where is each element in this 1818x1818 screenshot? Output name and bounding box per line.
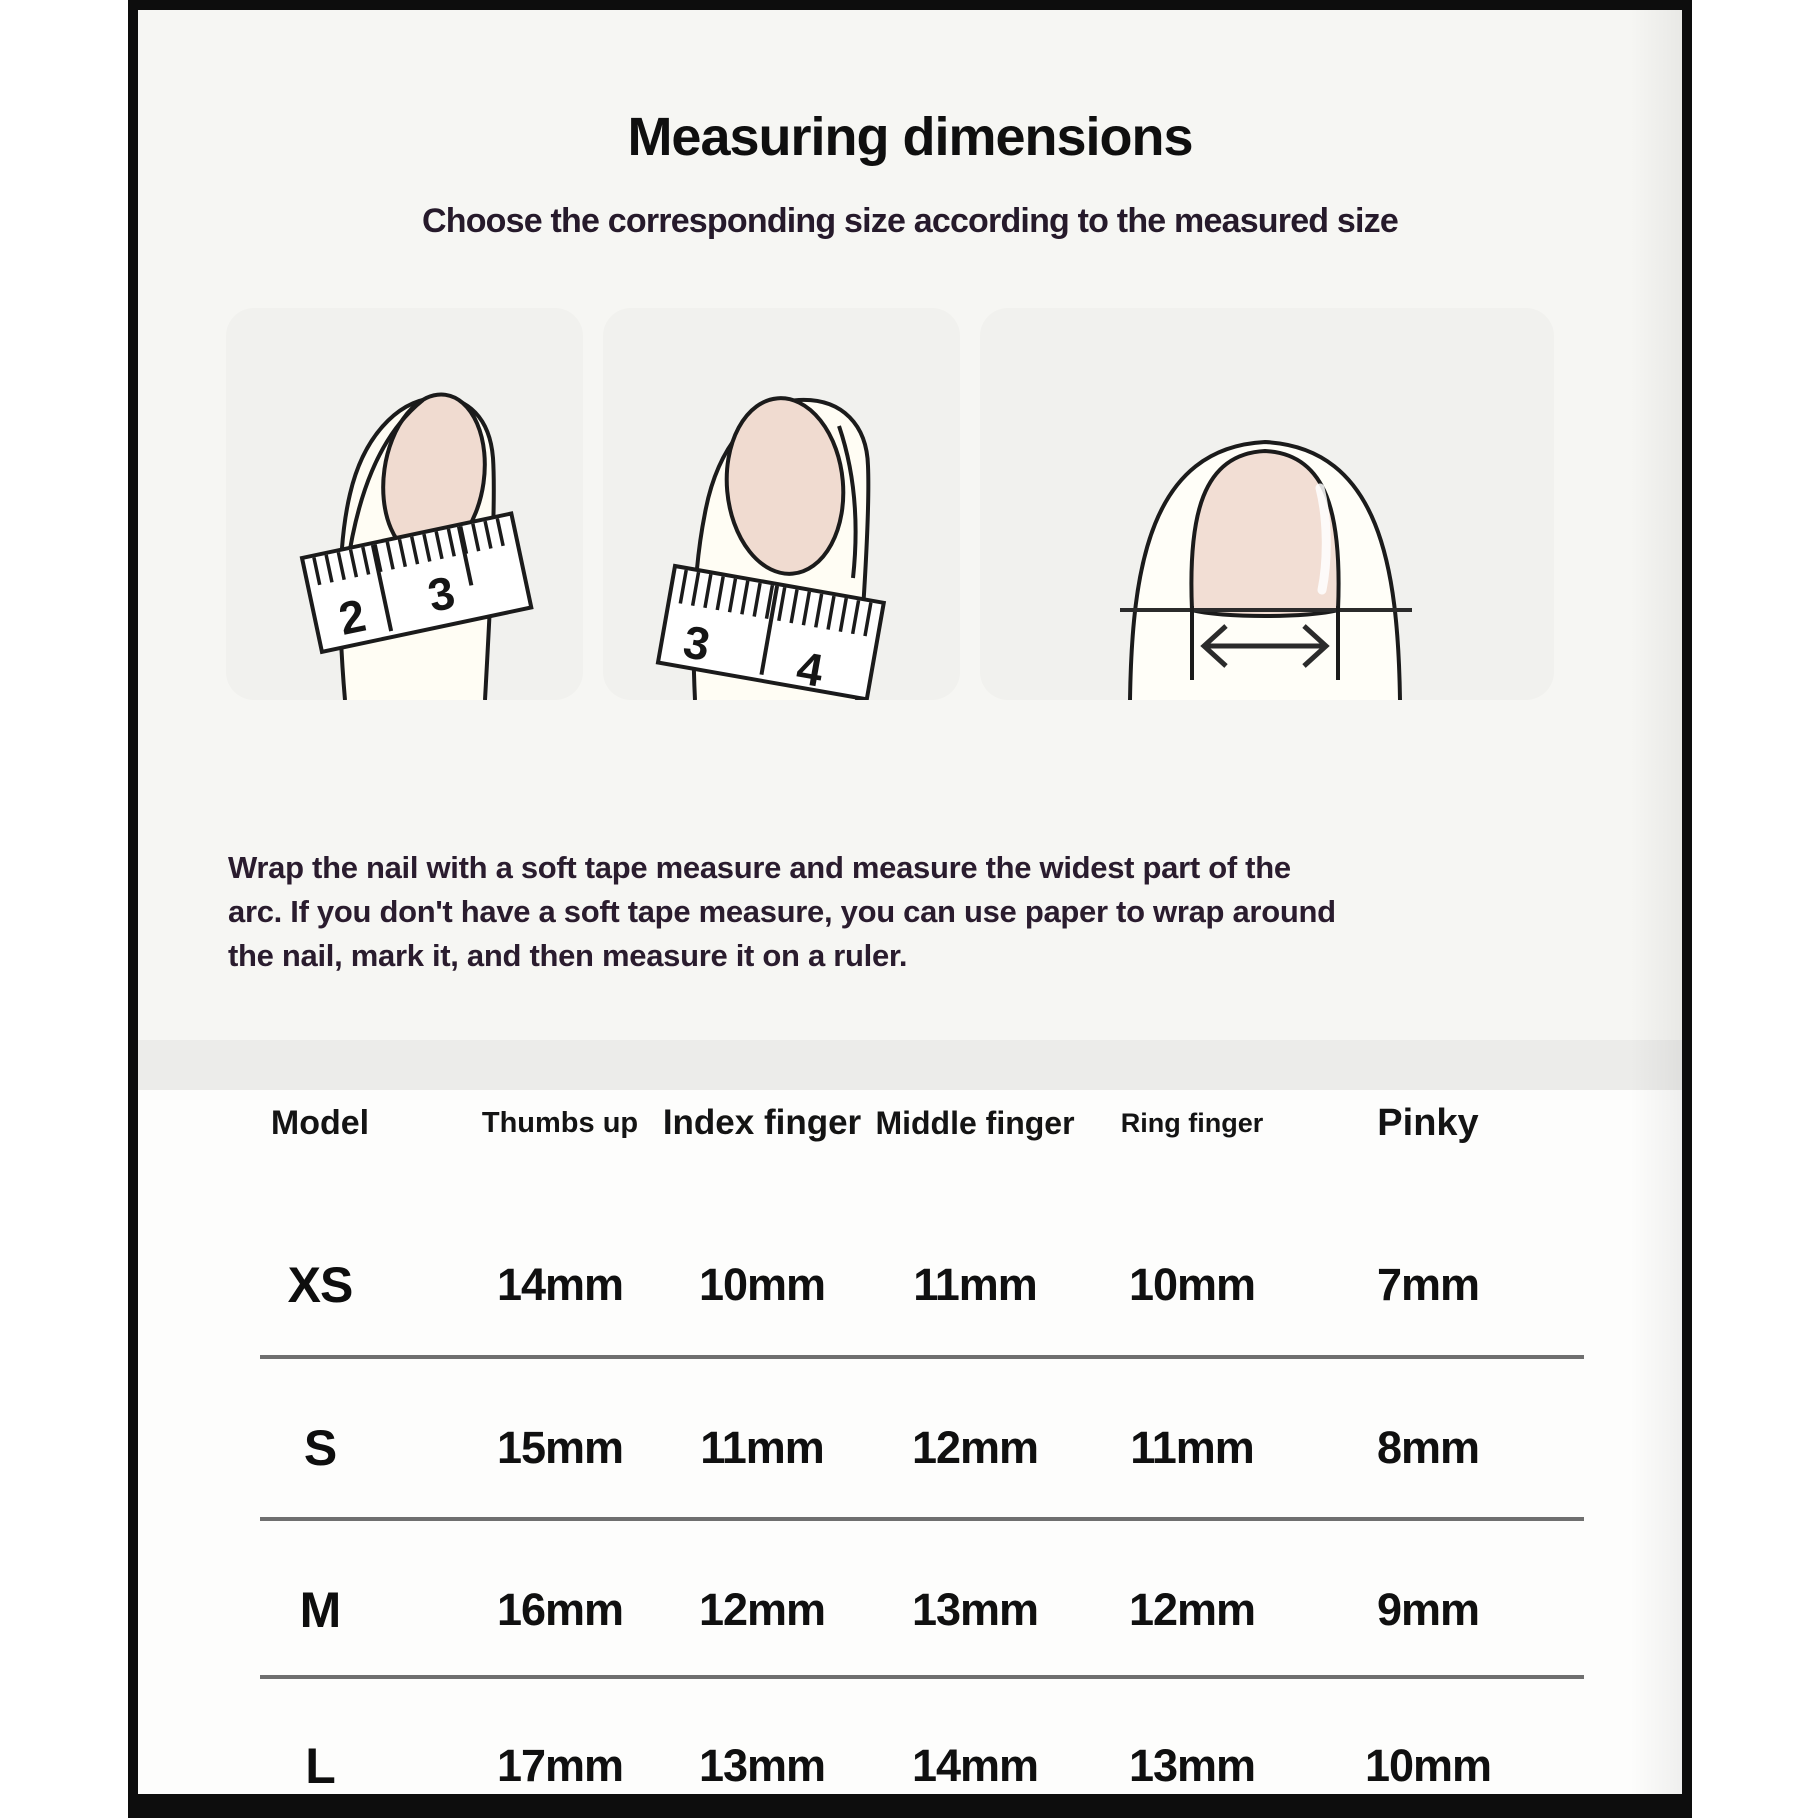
size-value: 14mm (496, 1259, 624, 1310)
column-header-pinky: Pinky (1377, 1102, 1479, 1144)
row-divider (260, 1355, 1584, 1359)
nail-shape (1191, 451, 1338, 616)
page-title: Measuring dimensions (627, 107, 1193, 167)
size-value: 17mm (496, 1740, 624, 1791)
tape-band (302, 514, 531, 652)
size-value: 13mm (698, 1740, 826, 1791)
size-value: 10mm (1128, 1259, 1256, 1310)
row-divider (260, 1675, 1584, 1679)
tape-number: 4 (792, 641, 828, 697)
page-subtitle: Choose the corresponding size according to the measured size (421, 202, 1398, 240)
illustration-row (226, 308, 1554, 700)
illustration-panel-2 (603, 308, 960, 700)
size-value: 13mm (1128, 1740, 1256, 1791)
size-value: 16mm (496, 1584, 624, 1635)
size-table-header (138, 1088, 1682, 1158)
illustration-panel-3 (980, 308, 1554, 700)
finger-tape-illustration-1 (226, 308, 583, 700)
column-header-middle-finger: Middle finger (875, 1105, 1075, 1141)
table-top-band (138, 1040, 1682, 1092)
right-edge-shadow (1630, 10, 1682, 1794)
illustration-panel-1 (226, 308, 583, 700)
instructions-line: the nail, mark it, and then measure it on a ruler. (228, 938, 908, 973)
tape-number: 3 (679, 615, 714, 671)
instructions-line: Wrap the nail with a soft tape measure and measure the widest part of the (228, 850, 1291, 885)
size-value: 8mm (1376, 1422, 1480, 1473)
size-value: 12mm (911, 1422, 1039, 1473)
size-label: M (299, 1582, 341, 1638)
size-label: S (303, 1420, 337, 1476)
tape-number: 3 (423, 565, 460, 622)
tape-number: 2 (334, 588, 371, 645)
column-header-thumb: Thumbs up (481, 1107, 639, 1139)
size-value: 12mm (698, 1584, 826, 1635)
size-value: 11mm (1130, 1422, 1254, 1473)
size-value: 10mm (698, 1259, 826, 1310)
table-row-xs (138, 1245, 1682, 1325)
size-label: XS (287, 1257, 353, 1313)
table-row-m (138, 1570, 1682, 1650)
column-header-index-finger: Index finger (662, 1103, 862, 1142)
table-row-s (138, 1408, 1682, 1488)
tape-band-rect (302, 514, 531, 652)
column-header-ring-finger: Ring finger (1120, 1108, 1264, 1138)
size-guide-card (128, 0, 1692, 1818)
row-divider (260, 1517, 1584, 1521)
size-value: 12mm (1128, 1584, 1256, 1635)
nail-width-illustration (980, 308, 1554, 700)
size-value: 7mm (1376, 1259, 1480, 1310)
size-value: 11mm (913, 1259, 1037, 1310)
size-value: 10mm (1364, 1740, 1492, 1791)
size-value: 14mm (911, 1740, 1039, 1791)
column-header-model: Model (270, 1104, 370, 1142)
size-label: L (305, 1738, 335, 1794)
size-value: 15mm (496, 1422, 624, 1473)
table-row-l (138, 1726, 1682, 1806)
finger-tape-illustration-2 (603, 308, 960, 700)
size-value: 13mm (911, 1584, 1039, 1635)
size-value: 9mm (1376, 1584, 1480, 1635)
size-value: 11mm (700, 1422, 824, 1473)
instructions-line: arc. If you don't have a soft tape measure, you can use paper to wrap around (228, 894, 1336, 929)
measuring-instructions (228, 846, 1478, 978)
